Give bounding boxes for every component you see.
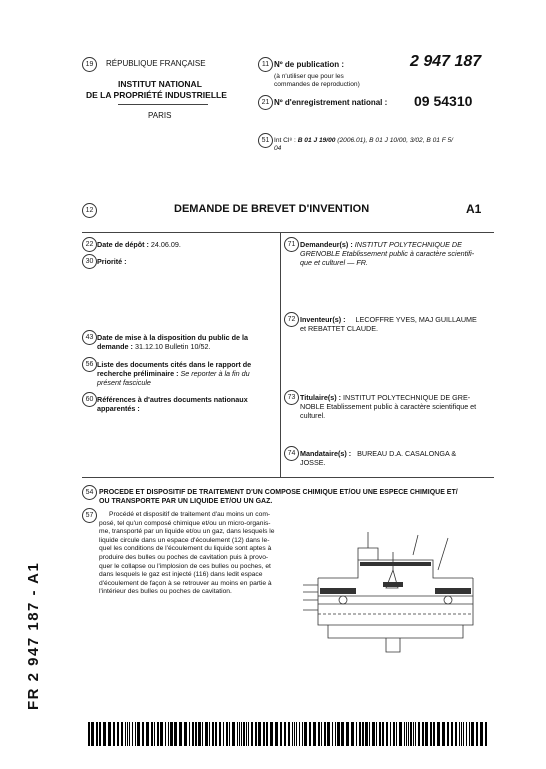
barcode-bar xyxy=(469,722,470,746)
barcode-bar xyxy=(117,722,119,746)
barcode-bar xyxy=(399,722,402,746)
barcode-bar xyxy=(463,722,464,746)
publication-number: 2 947 187 xyxy=(410,53,482,70)
document-kind: A1 xyxy=(466,202,482,216)
barcode-bar xyxy=(219,722,221,746)
barcode-bar xyxy=(151,722,153,746)
availability-line-2 xyxy=(97,342,210,351)
priority-label: Priorité : xyxy=(97,257,127,266)
barcode-bar xyxy=(362,722,364,746)
barcode-bar xyxy=(404,722,405,746)
documents-line-2 xyxy=(97,369,250,378)
int-cl-line xyxy=(274,137,453,145)
barcode-bar xyxy=(461,722,462,746)
barcode-bar xyxy=(192,722,194,746)
barcode-bar xyxy=(447,722,449,746)
barcode-bar xyxy=(258,722,261,746)
barcode-bar xyxy=(459,722,460,746)
code-72: 72 xyxy=(284,312,299,327)
barcode-bar xyxy=(433,722,435,746)
barcode-bar xyxy=(146,722,149,746)
barcode-bar xyxy=(168,722,169,746)
barcode-bar xyxy=(195,722,197,746)
barcode-bar xyxy=(223,722,224,746)
barcode-bar xyxy=(365,722,368,746)
abstract-line: produire des bulles ou poches de cavitation puis à provo- xyxy=(99,553,269,561)
barcode-bar xyxy=(356,722,357,746)
barcode-bar xyxy=(376,722,377,746)
barcode-bar xyxy=(296,722,297,746)
barcode-bar xyxy=(113,722,115,746)
barcode-bar xyxy=(170,722,173,746)
agent-label: Mandataire(s) : xyxy=(300,449,352,458)
code-21: 21 xyxy=(258,95,273,110)
device-drawing-illustration xyxy=(298,530,488,660)
applicant-line-1 xyxy=(300,240,462,249)
document-title: DEMANDE DE BREVET D'INVENTION xyxy=(174,203,370,215)
institute-line-2: DE LA PROPRIÉTÉ INDUSTRIELLE xyxy=(86,90,227,100)
barcode-bar xyxy=(451,722,453,746)
abstract-line: me, transporté par un liquide et/ou un gaz, dans lesquels le xyxy=(99,528,275,536)
barcode-bar xyxy=(410,722,412,746)
abstract-line: d'écoulement de façon à se retrouver au moins en partie à xyxy=(99,579,272,587)
barcode-bar xyxy=(154,722,155,746)
int-cl-label: Int Cl⁸ : xyxy=(274,137,296,144)
code-12: 12 xyxy=(82,203,97,218)
barcode-bar xyxy=(425,722,428,746)
barcode-bar xyxy=(332,722,333,746)
barcode-bar xyxy=(239,722,240,746)
barcode-bar xyxy=(418,722,420,746)
country: RÉPUBLIQUE FRANÇAISE xyxy=(106,59,206,68)
invention-title-line-1: PROCEDE ET DISPOSITIF DE TRAITEMENT D'UN COMPOSE CHIMIQUE ET/OU UNE ESPECE CHIMIQUE ET/ xyxy=(99,489,458,496)
city: PARIS xyxy=(148,111,172,120)
barcode-bar xyxy=(241,722,242,746)
barcode-bar xyxy=(372,722,375,746)
references-line-1: Références à d'autres documents nationaux xyxy=(97,395,248,404)
table-top-rule xyxy=(82,232,494,233)
barcode-bar xyxy=(91,722,94,746)
code-51: 51 xyxy=(258,133,273,148)
barcode-bar xyxy=(346,722,349,746)
barcode-bar xyxy=(341,722,344,746)
abstract-line: liquide circule dans un espace d'écoulement (12) dans le- xyxy=(99,536,270,544)
barcode-bar xyxy=(455,722,457,746)
barcode-bar xyxy=(471,722,474,746)
int-cl-main: B 01 J 19/00 xyxy=(297,137,336,144)
code-30: 30 xyxy=(82,254,97,269)
code-19: 19 xyxy=(82,57,97,72)
agent-line-2: JOSSE. xyxy=(300,458,326,467)
barcode-bar xyxy=(280,722,282,746)
code-54: 54 xyxy=(82,485,97,500)
barcode-bar xyxy=(96,722,98,746)
invention-title-line-2: OU TRANSPORTE PAR UN LIQUIDE ET/OU UN GAZ. xyxy=(99,498,273,505)
int-cl-rest: (2006.01), B 01 J 10/00, 3/02, B 01 F 5/ xyxy=(337,137,454,144)
barcode-bar xyxy=(121,722,123,746)
barcode-bar xyxy=(135,722,136,746)
barcode-bar xyxy=(184,722,187,746)
documents-line-1: Liste des documents cités dans le rapport de xyxy=(97,360,252,369)
barcode-bar xyxy=(359,722,361,746)
barcode-bar xyxy=(337,722,340,746)
barcode-bar xyxy=(132,722,133,746)
barcode-bar xyxy=(251,722,253,746)
barcode-bar xyxy=(212,722,214,746)
code-71: 71 xyxy=(284,237,299,252)
barcode-bar xyxy=(232,722,235,746)
barcode-bar xyxy=(209,722,210,746)
barcode-bar xyxy=(88,722,90,746)
barcode-bar xyxy=(430,722,432,746)
barcode-bar xyxy=(137,722,140,746)
abstract-line: l'intérieur des bulles ou poches de cavitation. xyxy=(99,588,232,596)
inventor-line-2: et REBATTET CLAUDE. xyxy=(300,324,379,333)
barcode-bar xyxy=(292,722,293,746)
barcode-bar xyxy=(485,722,487,746)
documents-line-3: présent fascicule xyxy=(97,378,151,387)
availability-label: demande : xyxy=(97,342,133,351)
barcode-bar xyxy=(246,722,247,746)
code-11: 11 xyxy=(258,57,273,72)
barcode-bar xyxy=(413,722,414,746)
barcode-bar xyxy=(157,722,159,746)
barcode-bar xyxy=(422,722,424,746)
barcode-bar xyxy=(321,722,322,746)
header-divider xyxy=(118,104,208,105)
code-74: 74 xyxy=(284,446,299,461)
barcode-bar xyxy=(396,722,397,746)
barcode-graphic xyxy=(88,722,488,746)
barcode-bar xyxy=(226,722,228,746)
barcode-bar xyxy=(127,722,128,746)
barcode-bar xyxy=(351,722,354,746)
barcode-bar xyxy=(406,722,407,746)
institute-line-1: INSTITUT NATIONAL xyxy=(118,79,202,89)
barcode-bar xyxy=(284,722,286,746)
barcode-bar xyxy=(288,722,290,746)
applicant-label: Demandeur(s) : xyxy=(300,240,353,249)
barcode-bar xyxy=(198,722,201,746)
barcode-bar xyxy=(369,722,370,746)
registration-number: 09 54310 xyxy=(414,93,473,109)
inventor-line-1 xyxy=(300,315,477,324)
abstract-line: dans lesquels le gaz est injecté (116) dans ledit espace xyxy=(99,571,263,579)
barcode-bar xyxy=(324,722,326,746)
barcode-bar xyxy=(408,722,409,746)
agent-line-1 xyxy=(300,449,456,458)
barcode-bar xyxy=(476,722,478,746)
barcode-bar xyxy=(304,722,307,746)
code-43: 43 xyxy=(82,330,97,345)
barcode-bar xyxy=(275,722,278,746)
inventor-label: Inventeur(s) : xyxy=(300,315,346,324)
side-publication-number: FR 2 947 187 - A1 xyxy=(25,561,42,710)
abstract-line: Procédé et dispositif de traitement d'au moins un com- xyxy=(109,511,271,518)
abstract-line: quel les conditions de l'écoulement du liquide sont aptes à xyxy=(99,545,272,553)
barcode-bar xyxy=(189,722,190,746)
int-cl-end: 04 xyxy=(274,145,282,152)
code-73: 73 xyxy=(284,390,299,405)
barcode-bar xyxy=(313,722,316,746)
barcode-bar xyxy=(386,722,388,746)
abstract-line: posé, tel qu'un composé chimique et/ou un micro-organis- xyxy=(99,519,271,527)
barcode-bar xyxy=(379,722,381,746)
barcode-bar xyxy=(480,722,483,746)
barcode-bar xyxy=(309,722,311,746)
applicant-line-2: GRENOBLE Etablissement public à caractère scientifi- xyxy=(300,249,475,258)
barcode-bar xyxy=(382,722,384,746)
barcode-bar xyxy=(270,722,273,746)
barcode-bar xyxy=(142,722,144,746)
holder-label: Titulaire(s) : xyxy=(300,393,342,402)
code-22: 22 xyxy=(82,237,97,252)
barcode-bar xyxy=(335,722,336,746)
abstract-line: quer le collapse ou l'implosion de ces bulles ou poches, et xyxy=(99,562,271,570)
availability-date: 31.12.10 Bulletin 10/52. xyxy=(134,342,211,351)
holder-line-2: NOBLE Etablissement public à caractère scientifique et xyxy=(300,402,477,411)
barcode-bar xyxy=(294,722,295,746)
code-60: 60 xyxy=(82,392,97,407)
deposit-label: Date de dépôt : xyxy=(97,240,149,249)
publication-label: Nº de publication : xyxy=(274,60,345,69)
barcode-bar xyxy=(108,722,111,746)
barcode-bar xyxy=(215,722,217,746)
barcode-bar xyxy=(174,722,177,746)
table-bottom-rule xyxy=(82,477,494,478)
barcode-bar xyxy=(266,722,268,746)
barcode-bar xyxy=(327,722,330,746)
barcode-bar xyxy=(318,722,320,746)
barcode-bar xyxy=(437,722,440,746)
barcode-bar xyxy=(179,722,182,746)
abstract-text xyxy=(99,511,289,597)
publication-note-2: commandes de reproduction) xyxy=(274,81,360,88)
barcode-bar xyxy=(205,722,208,746)
documents-label: recherche préliminaire : xyxy=(97,369,179,378)
barcode-bar xyxy=(160,722,163,746)
availability-line-1: Date de mise à la disposition du public de la xyxy=(97,333,248,342)
holder-line-1 xyxy=(300,393,470,402)
barcode-bar xyxy=(263,722,265,746)
barcode-bar xyxy=(415,722,416,746)
deposit-date: 24.06.09. xyxy=(150,240,181,249)
barcode-bar xyxy=(103,722,106,746)
barcode-bar xyxy=(165,722,166,746)
publication-note-1: (à n'utiliser que pour les xyxy=(274,73,344,80)
deposit-line xyxy=(97,240,181,249)
documents-ref: Se reporter à la fin du xyxy=(180,369,250,378)
barcode-bar xyxy=(390,722,391,746)
holder-line-3: culturel. xyxy=(300,411,326,420)
registration-label: Nº d'enregistrement national : xyxy=(274,98,388,107)
code-57: 57 xyxy=(82,508,97,523)
barcode-bar xyxy=(248,722,249,746)
barcode-bar xyxy=(129,722,130,746)
applicant-name: INSTITUT POLYTECHNIQUE DE xyxy=(354,240,462,249)
barcode-bar xyxy=(466,722,467,746)
barcode-bar xyxy=(99,722,101,746)
barcode-bar xyxy=(255,722,257,746)
barcode-bar xyxy=(243,722,245,746)
applicant-line-3: que et culturel — FR. xyxy=(300,258,368,267)
barcode-bar xyxy=(442,722,445,746)
barcode-bar xyxy=(237,722,238,746)
inventor-names: LECOFFRE YVES, MAJ GUILLAUME xyxy=(355,315,477,324)
table-middle-rule xyxy=(280,232,281,477)
barcode-bar xyxy=(202,722,203,746)
barcode-bar xyxy=(229,722,230,746)
barcode-bar xyxy=(125,722,126,746)
barcode-bar xyxy=(302,722,303,746)
agent-name: BUREAU D.A. CASALONGA & xyxy=(357,449,457,458)
barcode-bar xyxy=(299,722,300,746)
barcode-bar xyxy=(393,722,395,746)
code-56: 56 xyxy=(82,357,97,372)
references-line-2: apparentés : xyxy=(97,404,140,413)
holder-name: INSTITUT POLYTECHNIQUE DE GRE- xyxy=(343,393,471,402)
